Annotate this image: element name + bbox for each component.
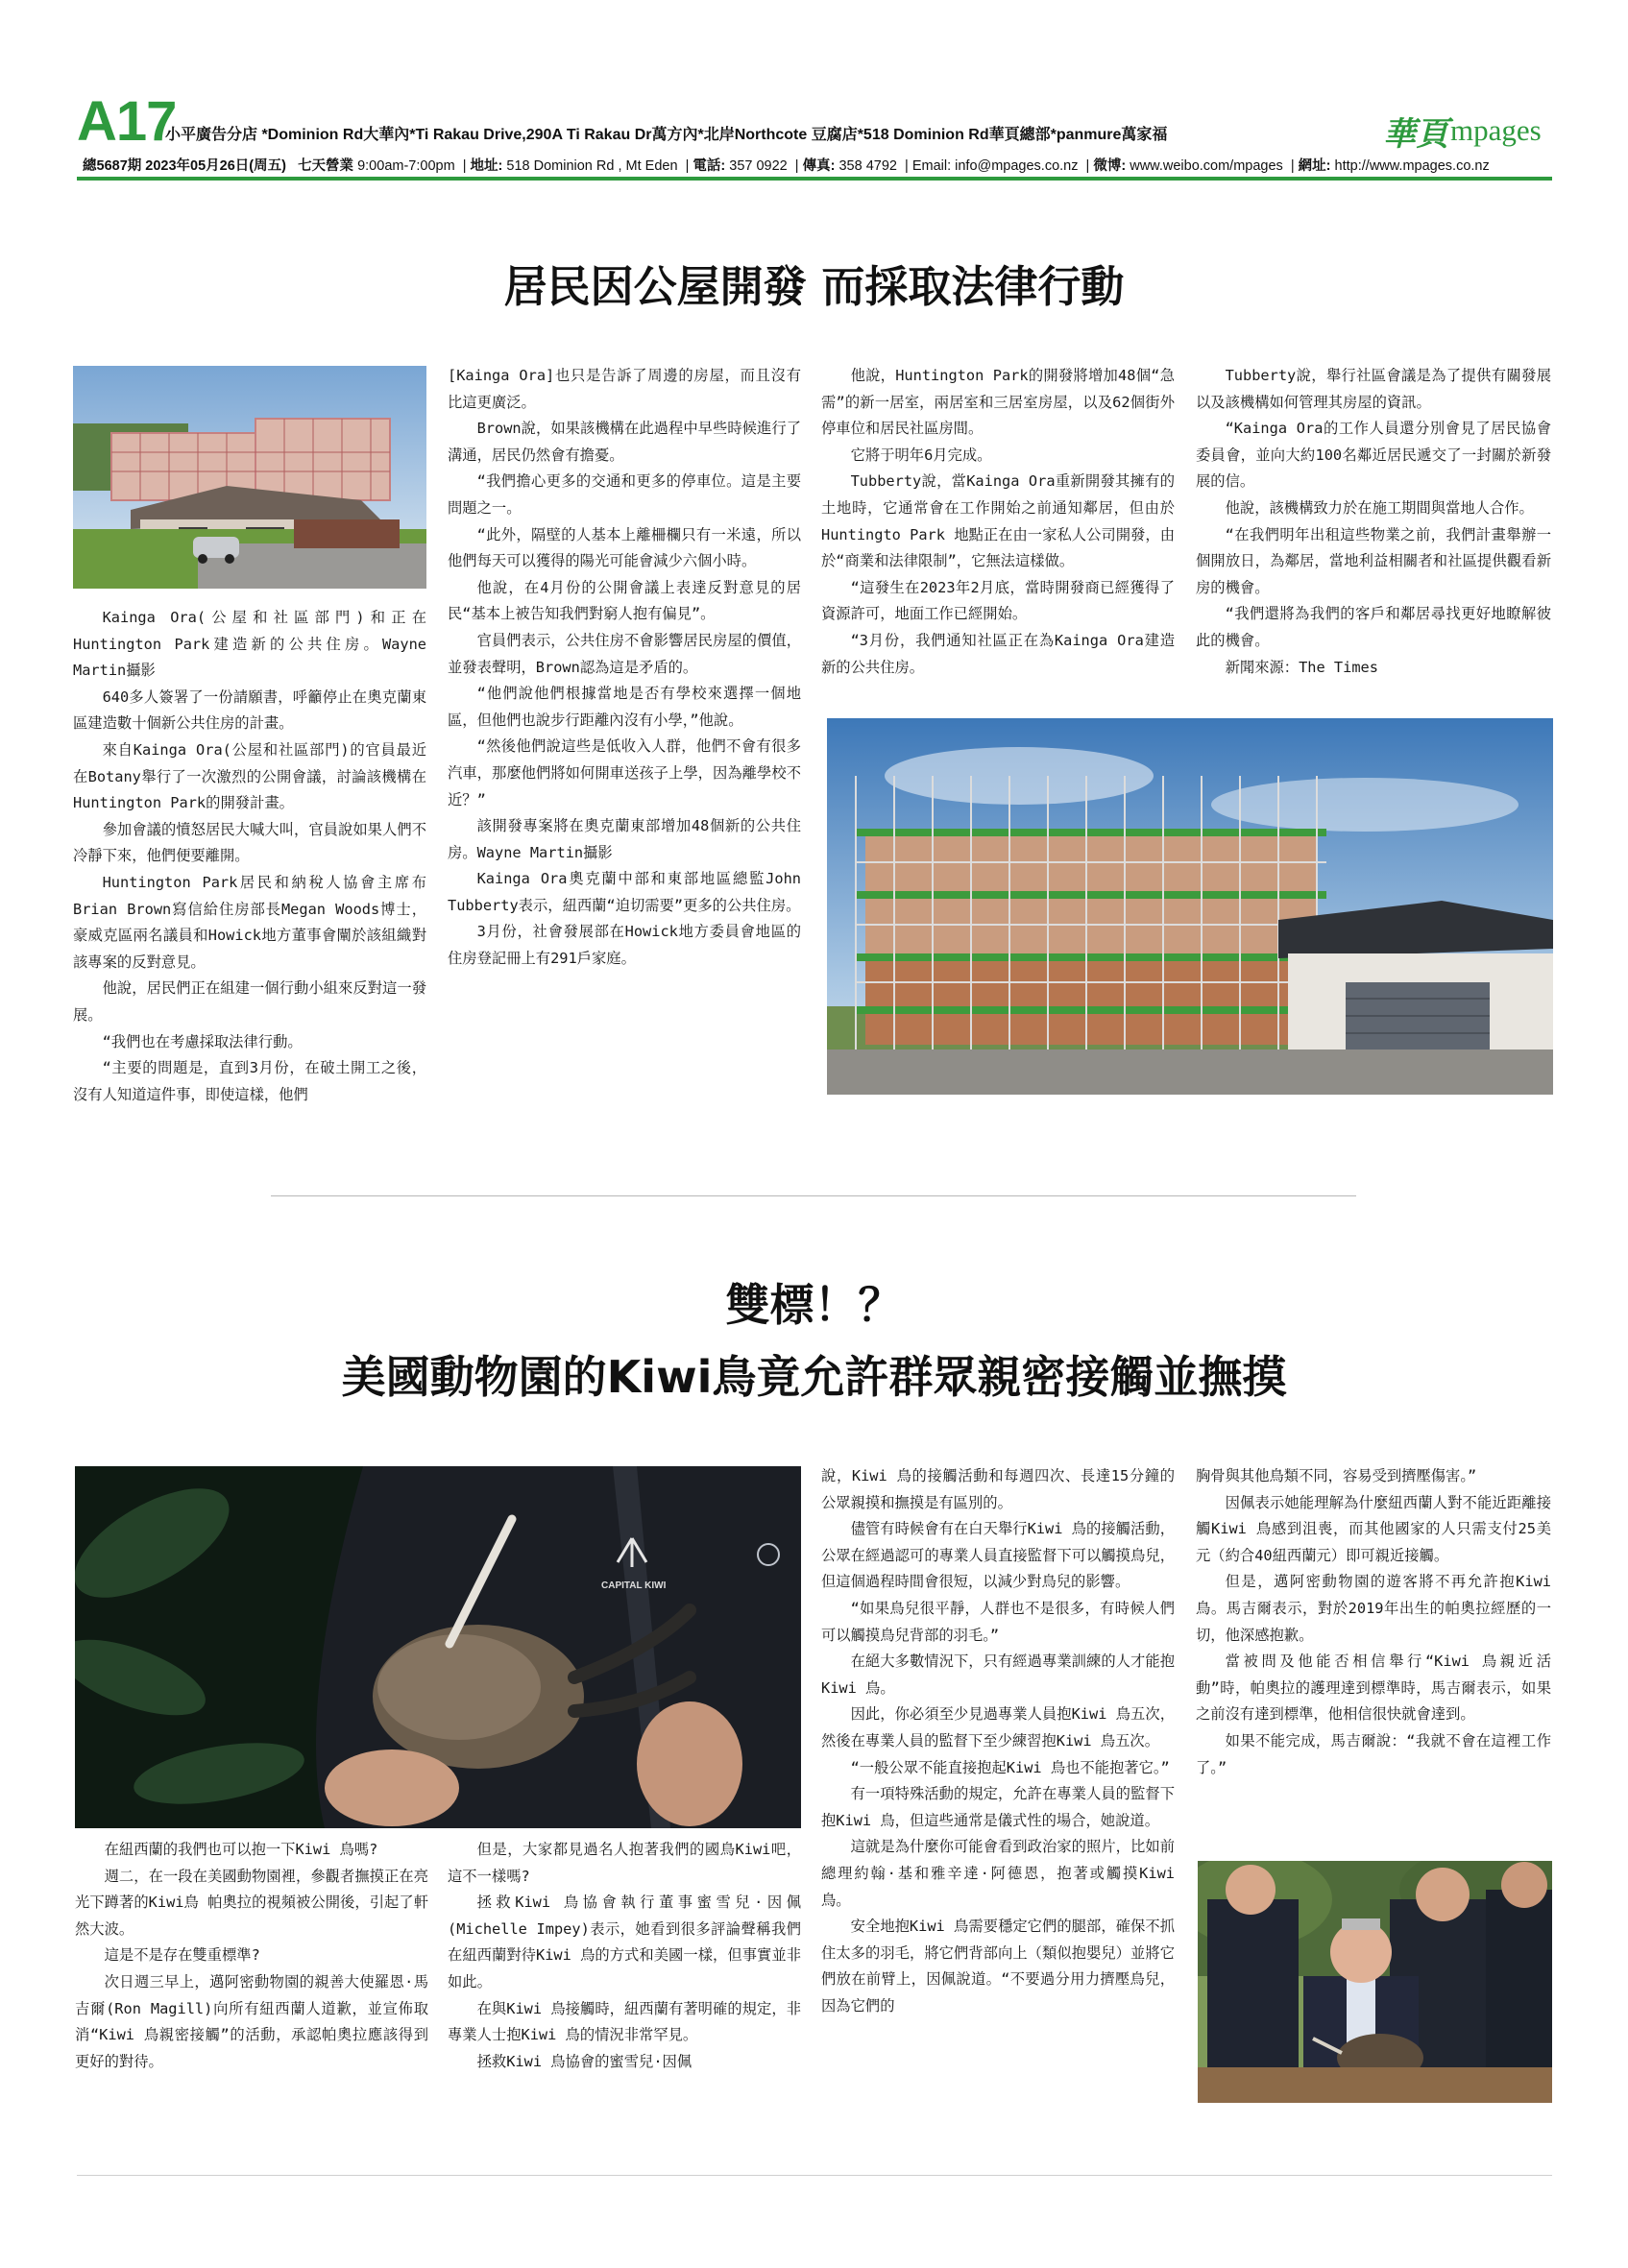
photo-housing-site-small (73, 366, 426, 589)
paragraph: Brown說，如果該機構在此過程中早些時候進行了溝通，居民仍然會有擔憂。 (448, 420, 801, 464)
issue-number: 總5687期 2023年05月26日(周五) (83, 158, 286, 174)
website-link[interactable]: http://www.mpages.co.nz (1334, 158, 1490, 174)
paragraph: 3月份，社會發展部在Howick地方委員會地區的住房登記冊上有291戶家庭。 (448, 923, 801, 968)
paragraph: “然後他們說這些是低收入人群，他們不會有很多汽車，那麼他們將如何開車送孩子上學，因為離學校不近？” (448, 737, 801, 808)
weibo-label: 微博: (1093, 158, 1127, 174)
paragraph: Tubberty說，舉行社區會議是為了提供有關發展以及該機構如何管理其房屋的資訊。 (1196, 367, 1551, 411)
paragraph: “這發生在2023年2月底，當時開發商已經獲得了資源許可，地面工作已經開始。 (821, 578, 1175, 623)
politician-illustration (1198, 1861, 1552, 2103)
footer-rule (77, 2175, 1552, 2176)
fax-label: 傳真: (802, 158, 836, 174)
paragraph: “一般公眾不能直接抱起Kiwi 鳥也不能抱著它。” (850, 1758, 1170, 1776)
paragraph: 它將于明年6月完成。 (850, 446, 992, 464)
paragraph: 這就是為什麼你可能會看到政治家的照片，比如前總理約翰·基和雅辛達·阿德恩，抱著或觸摸Kiwi 鳥。 (821, 1838, 1175, 1909)
paragraph: 他說，居民們正在組建一個行動小組來反對這一發展。 (73, 979, 426, 1024)
paragraph: “他們說他們根據當地是否有學校來選擇一個地區，但他們也說步行距離內沒有小學，”他說。 (448, 685, 801, 729)
paragraph: 但是，大家都見過名人抱著我們的國鳥Kiwi吧，這不一樣嗎? (448, 1841, 801, 1885)
logo-chinese: 華頁 (1383, 115, 1448, 154)
photo-kiwi-bird (75, 1466, 801, 1828)
article1-column-4 (1196, 363, 1551, 681)
paragraph: 在絕大多數情況下，只有經過專業訓練的人才能抱Kiwi 鳥。 (821, 1653, 1175, 1697)
issue-info-bar: 總5687期 2023年05月26日(周五) 七天營業 9:00am-7:00pm | 地址: 518 Dominion Rd , Mt Eden | 電話: 357 0922 | 傳真: 358 4792 | Email: info@mpages.co.nz | 微博: www.weibo.com/mpages | 網址: http://www.mpages.co.nz (83, 158, 1490, 174)
paragraph: 儘管有時候會有在白天舉行Kiwi 鳥的接觸活動，公眾在經過認可的專業人員直接監督下可以觸摸鳥兒，但這個過程時間會很短，以減少對鳥兒的影響。 (821, 1520, 1175, 1591)
paragraph: 640多人簽署了一份請願書，呼籲停止在奧克蘭東區建造數十個新公共住房的計畫。 (73, 688, 426, 733)
jacket-logo-text: CAPITAL KIWI (601, 1580, 667, 1591)
paragraph: Tubberty說，當Kainga Ora重新開發其擁有的土地時，它通常會在工作開始之前通知鄰居，但由於Huntingto Park 地點正在由一家私人公司開發，由於“商業和法律限制”，它無法這樣做。 (821, 472, 1175, 570)
paragraph: 在與Kiwi 鳥接觸時，紐西蘭有著明確的規定，非專業人士抱Kiwi 鳥的情況非常罕見。 (448, 1999, 801, 2044)
logo-english: mpages (1450, 113, 1542, 147)
paragraph: “如果鳥兒很平靜，人群也不是很多，有時候人們可以觸摸鳥兒背部的羽毛。” (821, 1599, 1175, 1644)
header-rule (77, 177, 1552, 181)
website-label: 網址: (1298, 158, 1331, 174)
address-label: 地址: (470, 158, 503, 174)
email-link[interactable]: Email: info@mpages.co.nz (911, 158, 1079, 174)
paragraph: Huntington Park居民和納稅人協會主席布Brian Brown寫信給住房部長Megan Woods博士，豪威克區兩名議員和Howick地方董事會闡於該組織對該專案的反對意見。 (73, 873, 426, 971)
paragraph: 但是，邁阿密動物園的遊客將不再允許抱Kiwi 鳥。馬吉爾表示，對於2019年出生的帕奧拉經歷的一切，他深感抱歉。 (1196, 1573, 1551, 1644)
paragraph: 因佩表示她能理解為什麼紐西蘭人對不能近距離接觸Kiwi 鳥感到沮喪，而其他國家的人只需支付25美元（約合40紐西蘭元）即可親近接觸。 (1196, 1493, 1551, 1564)
paragraph: 次日週三早上，邁阿密動物園的親善大使羅恩·馬吉爾(Ron Magill)向所有紐西蘭人道歉，並宣佈取消“Kiwi 鳥親密接觸”的活動，承認帕奧拉應該得到更好的對待。 (75, 1972, 428, 2070)
paragraph: Kainga Ora奧克蘭中部和東部地區總監John Tubberty表示，紐西蘭“迫切需要”更多的公共住房。 (448, 870, 801, 914)
phone: 357 0922 (729, 158, 788, 174)
news-source: 新聞來源：The Times (1225, 658, 1378, 676)
hours: 9:00am-7:00pm (357, 158, 455, 174)
photo-housing-site-large (827, 718, 1553, 1095)
article2-column-1 (75, 1837, 428, 2075)
paragraph: 他說，Huntington Park的開發將增加48個“急需”的新一居室，兩居室和三居室房屋，以及62個街外停車位和居民社區房間。 (821, 367, 1175, 438)
paragraph: “此外，隔壁的人基本上離柵欄只有一米遠，所以他們每天可以獲得的陽光可能會減少六個小時。 (448, 525, 801, 570)
paragraph: 官員們表示，公共住房不會影響居民房屋的價值，並發表聲明，Brown認為這是矛盾的。 (448, 631, 801, 676)
mpages-logo[interactable] (1383, 108, 1556, 152)
article1-headline: 居民因公屋開發 而採取法律行動 (503, 261, 1125, 312)
paragraph: 他說，在4月份的公開會議上表達反對意見的居民“基本上被告知我們對窮人抱有偏見”。 (448, 578, 801, 623)
paragraph: 當被問及他能否相信舉行“Kiwi 鳥親近活動”時，帕奧拉的護理達到標準時，馬吉爾表示，如果之前沒有達到標準，他相信很快就會達到。 (1196, 1653, 1551, 1724)
hours-label: 七天營業 (298, 158, 354, 174)
paragraph: 有一項特殊活動的規定，允許在專業人員的監督下抱Kiwi 鳥，但這些通常是儀式性的場合，她說道。 (821, 1785, 1175, 1829)
article2-headline-line1: 雙標！？ (725, 1279, 903, 1331)
section-divider (271, 1195, 1356, 1196)
paragraph: 他說，該機構致力於在施工期間與當地人合作。 (1225, 498, 1534, 517)
fax: 358 4792 (838, 158, 897, 174)
paragraph: 說，Kiwi 鳥的接觸活動和每週四次、長達15分鐘的公眾親摸和撫摸是有區別的。 (821, 1467, 1175, 1511)
scaffold-illustration (827, 718, 1553, 1095)
address: 518 Dominion Rd , Mt Eden (506, 158, 678, 174)
paragraph: 拯救Kiwi 鳥協會的蜜雪兒·因佩 (476, 2052, 693, 2070)
paragraph: 安全地抱Kiwi 鳥需要穩定它們的腿部，確保不抓住太多的羽毛，將它們背部向上（類似抱嬰兒）並將它們放在前臂上，因佩說道。“不要過分用力擠壓鳥兒，因為它們的 (821, 1918, 1175, 2015)
paragraph: “我們還將為我們的客戶和鄰居尋找更好地瞭解彼此的機會。 (1196, 605, 1551, 649)
paragraph: “在我們明年出租這些物業之前，我們計畫舉辦一個開放日，為鄰居，當地利益相關者和社區提供觀看新房的機會。 (1196, 525, 1551, 596)
paragraph: 胸骨與其他鳥類不同，容易受到擠壓傷害。” (1196, 1467, 1477, 1484)
paragraph: “主要的問題是，直到3月份，在破土開工之後，沒有人知道這件事，即使這樣，他們 (73, 1059, 426, 1103)
paragraph: 因此，你必須至少見過專業人員抱Kiwi 鳥五次，然後在專業人員的監督下至少練習抱Kiwi 鳥五次。 (821, 1705, 1175, 1749)
paragraph: 拯救Kiwi 鳥協會執行董事蜜雪兒·因佩(Michelle Impey)表示，她看到很多評論聲稱我們在紐西蘭對待Kiwi 鳥的方式和美國一樣，但事實並非如此。 (448, 1894, 801, 1991)
article1-column-1 (73, 605, 426, 1108)
paragraph: “3月份，我們通知社區正在為Kainga Ora建造新的公共住房。 (821, 631, 1175, 676)
paragraph: 來自Kainga Ora(公屋和社區部門)的官員最近在Botany舉行了一次激烈的公開會議，討論該機構在Huntington Park的開發計畫。 (73, 740, 426, 812)
weibo-link[interactable]: www.weibo.com/mpages (1130, 158, 1283, 174)
page-number: A17 (77, 90, 177, 153)
paragraph: 這是不是存在雙重標準? (104, 1946, 260, 1965)
paragraph: 週二，在一段在美國動物園裡，參觀者撫摸正在亮光下蹲著的Kiwi鳥 帕奧拉的視頻被公開後，引起了軒然大波。 (75, 1867, 428, 1938)
paragraph: 參加會議的憤怒居民大喊大叫，官員說如果人們不冷靜下來，他們便要離開。 (73, 820, 426, 865)
paragraph: “我們也在考慮採取法律行動。 (102, 1032, 303, 1050)
branch-list: 小平廣告分店 *Dominion Rd大華內*Ti Rakau Drive,290A Ti Rakau Dr萬方內*北岸Northcote 豆腐店*518 Dominion Rd華頁總部*panmure萬家福 (165, 127, 1168, 143)
housing-site-illustration (73, 366, 426, 589)
paragraph: “Kainga Ora的工作人員還分別會見了居民協會委員會，並向大約100名鄰近居民遞交了一封關於新發展的信。 (1196, 420, 1551, 491)
photo-politician-with-kiwi (1198, 1861, 1552, 2103)
paragraph: “我們擔心更多的交通和更多的停車位。這是主要問題之一。 (448, 472, 801, 517)
article2-headline-line2: 美國動物園的Kiwi鳥竟允許群眾親密接觸並撫摸 (341, 1351, 1287, 1403)
article2-column-3 (821, 1463, 1175, 2019)
paragraph: 該開發專案將在奧克蘭東部增加48個新的公共住房。Wayne Martin攝影 (448, 817, 801, 861)
paragraph: 如果不能完成，馬吉爾說：“我就不會在這裡工作了。” (1196, 1731, 1551, 1776)
kiwi-illustration (75, 1466, 801, 1828)
photo-caption: Kainga Ora(公屋和社區部門)和正在Huntington Park建造新的公共住房。Wayne Martin攝影 (73, 609, 426, 680)
paragraph: 在紐西蘭的我們也可以抱一下Kiwi 鳥嗎? (104, 1841, 378, 1858)
article1-column-3 (821, 363, 1175, 681)
phone-label: 電話: (693, 158, 726, 174)
article1-column-2 (448, 363, 801, 973)
paragraph: [Kainga Ora]也只是告訴了周邊的房屋，而且沒有比這更廣泛。 (448, 367, 801, 411)
article2-column-4 (1196, 1463, 1551, 1781)
article2-column-2 (448, 1837, 801, 2075)
